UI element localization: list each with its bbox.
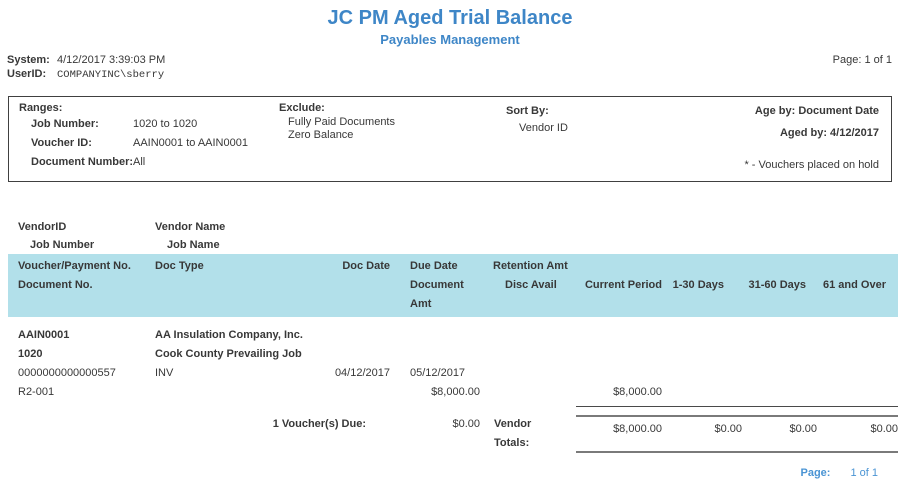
userid-value: COMPANYINC\sberry xyxy=(57,69,165,81)
header-document-amt: Document Amt xyxy=(410,279,464,310)
vendor-totals-label: Vendor Totals: xyxy=(494,418,532,449)
pre-header-row-2 xyxy=(8,236,898,254)
job-number-cell: 1020 xyxy=(18,348,43,360)
system-value: 4/12/2017 3:39:03 PM xyxy=(57,54,166,66)
aging-columns-underline xyxy=(576,383,898,407)
vendor-name-cell: AA Insulation Company, Inc. xyxy=(155,329,303,341)
range-value-job-number: 1020 to 1020 xyxy=(133,118,198,130)
due-date-cell: 05/12/2017 xyxy=(410,367,466,379)
vendor-id-cell: AAIN0001 xyxy=(18,329,70,341)
document-no-cell: R2-001 xyxy=(18,386,55,398)
report-options-box xyxy=(8,96,892,182)
exclude-item-zero-balance: Zero Balance xyxy=(288,129,354,141)
total-1-30-days: $0.00 xyxy=(714,423,742,435)
header-current-period: Current Period xyxy=(584,279,662,291)
col-label-job-number: Job Number xyxy=(30,239,95,251)
document-amt-cell: $8,000.00 xyxy=(431,386,480,398)
sortby-value: Vendor ID xyxy=(519,122,568,134)
doc-type-cell: INV xyxy=(155,367,174,379)
range-value-voucher-id: AAIN0001 to AAIN0001 xyxy=(133,137,248,149)
document-row xyxy=(8,364,898,383)
total-61-and-over: $0.00 xyxy=(870,423,898,435)
page-info: Page: 1 of 1 xyxy=(832,54,892,66)
doc-date-cell: 04/12/2017 xyxy=(334,367,390,379)
range-label-job-number: Job Number: xyxy=(31,118,99,130)
hold-note: * - Vouchers placed on hold xyxy=(744,159,879,171)
total-current-period: $8,000.00 xyxy=(613,423,662,435)
total-31-60-days: $0.00 xyxy=(789,423,817,435)
header-61-and-over: 61 and Over xyxy=(823,279,886,291)
system-label: System: xyxy=(7,54,50,66)
range-label-document-number: Document Number: xyxy=(31,156,134,168)
system-line xyxy=(7,53,165,67)
footer-page-value: 1 of 1 xyxy=(850,467,878,479)
range-label-voucher-id: Voucher ID: xyxy=(31,137,92,149)
header-row-1 xyxy=(8,257,898,276)
footer-page-label: Page: xyxy=(800,467,831,479)
vouchers-due-label: 1 Voucher(s) Due: xyxy=(272,418,366,430)
current-period-amt-cell: $8,000.00 xyxy=(613,386,662,398)
header-document-no: Document No. xyxy=(18,279,93,291)
aged-trial-balance-table xyxy=(8,218,898,453)
userid-label: UserID: xyxy=(7,68,47,80)
job-name-cell: Cook County Prevailing Job xyxy=(155,348,302,360)
header-31-60-days: 31-60 Days xyxy=(748,279,806,291)
vouchers-due-amount: $0.00 xyxy=(452,418,480,430)
header-due-date: Due Date xyxy=(410,260,458,272)
footer-page-indicator xyxy=(0,467,900,479)
amount-row xyxy=(8,383,898,407)
vendor-totals-row xyxy=(8,415,898,453)
report-subtitle: Payables Management xyxy=(380,32,520,47)
header-row-2 xyxy=(8,276,898,314)
pre-header-row-1 xyxy=(8,218,898,236)
ranges-heading: Ranges: xyxy=(19,102,63,114)
exclude-item-fully-paid: Fully Paid Documents xyxy=(288,116,395,128)
aged-by-line: Aged by: 4/12/2017 xyxy=(779,127,879,139)
table-header-band xyxy=(8,254,898,317)
userid-line xyxy=(7,67,164,82)
col-label-job-name: Job Name xyxy=(167,239,220,251)
age-by-line: Age by: Document Date xyxy=(754,105,879,117)
header-doc-date: Doc Date xyxy=(342,260,390,272)
range-value-document-number: All xyxy=(133,156,146,168)
voucher-no-cell: 0000000000000557 xyxy=(18,367,116,379)
col-label-vendor-name: Vendor Name xyxy=(155,221,226,233)
report-meta xyxy=(0,53,900,82)
header-doc-type: Doc Type xyxy=(155,260,204,272)
vendor-row xyxy=(8,326,898,345)
exclude-heading: Exclude: xyxy=(279,102,325,114)
job-row xyxy=(8,345,898,364)
header-retention-amt: Retention Amt xyxy=(493,260,568,272)
sortby-heading: Sort By: xyxy=(506,105,549,117)
col-label-vendor-id: VendorID xyxy=(18,221,67,233)
vendor-totals-band xyxy=(576,415,898,453)
report-title: JC PM Aged Trial Balance xyxy=(327,7,573,29)
header-disc-avail: Disc Avail xyxy=(505,279,557,291)
header-1-30-days: 1-30 Days xyxy=(672,279,724,291)
header-voucher-payment-no: Voucher/Payment No. xyxy=(18,260,131,272)
